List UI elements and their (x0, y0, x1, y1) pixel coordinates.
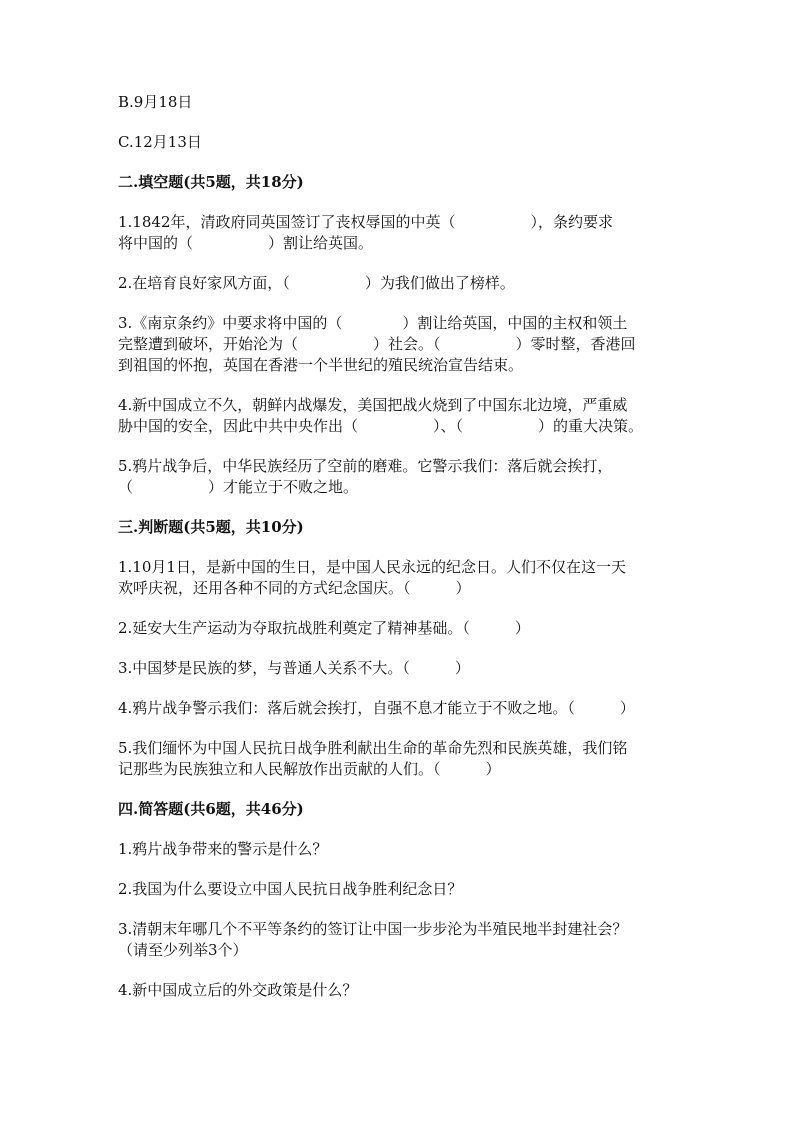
question-line: 1.10月1日，是新中国的生日，是中国人民永远的纪念日。人们不仅在这一天 (118, 558, 626, 576)
question-line: 2.我国为什么要设立中国人民抗日战争胜利纪念日？ (118, 880, 463, 898)
question-line: 完整遭到破坏，开始沦为（ ）社会。（ ）零时整，香港回 (118, 335, 636, 353)
judge-question-2 (118, 618, 688, 639)
question-line: 5.鸦片战争后，中华民族经历了空前的磨难。它警示我们：落后就会挨打， (118, 457, 613, 475)
question-line: （请至少列举3个） (118, 941, 248, 959)
judge-question-1 (118, 557, 688, 599)
judge-question-4 (118, 698, 688, 719)
judge-question-5 (118, 738, 688, 780)
question-line: 到祖国的怀抱，英国在香港一个半世纪的殖民统治宣告结束。 (118, 356, 524, 374)
question-line: 胁中国的安全，因此中共中央作出（ ）、（ ）的重大决策。 (118, 417, 644, 435)
question-line: 将中国的（ ）割让给英国。 (118, 234, 374, 252)
question-line: （ ）才能立于不败之地。 (118, 478, 359, 496)
question-line: 2.延安大生产运动为夺取抗战胜利奠定了精神基础。（ ） (118, 619, 530, 637)
question-line: 1.1842年，清政府同英国签订了丧权辱国的中英（ ），条约要求 (118, 213, 613, 231)
question-line: 5.我们缅怀为中国人民抗日战争胜利献出生命的革命先烈和民族英雄，我们铭 (118, 739, 628, 757)
question-line: 记那些为民族独立和人民解放作出贡献的人们。（ ） (118, 760, 501, 778)
question-line: 3.清朝末年哪几个不平等条约的签订让中国一步步沦为半殖民地半封建社会？ (118, 920, 628, 938)
fill-question-1 (118, 212, 688, 254)
short-question-4 (118, 980, 688, 1001)
short-question-2 (118, 879, 688, 900)
question-line: 欢呼庆祝，还用各种不同的方式纪念国庆。（ ） (118, 579, 471, 597)
exam-page (118, 92, 688, 1020)
section-heading-fill-blank: 二.填空题(共5题，共18分) (118, 173, 304, 191)
short-question-1 (118, 839, 688, 860)
fill-question-4 (118, 395, 688, 437)
section-heading-short-answer: 四.简答题(共6题，共46分) (118, 800, 304, 818)
fill-question-5 (118, 456, 688, 498)
judge-question-3 (118, 658, 688, 679)
question-line: 2.在培育良好家风方面，（ ）为我们做出了榜样。 (118, 274, 515, 292)
question-line: 3.中国梦是民族的梦，与普通人关系不大。（ ） (118, 659, 470, 677)
question-line: 3.《南京条约》中要求将中国的（ ）割让给英国，中国的主权和领土 (118, 314, 628, 332)
question-line: 1.鸦片战争带来的警示是什么？ (118, 840, 328, 858)
question-line: 4.新中国成立后的外交政策是什么？ (118, 981, 358, 999)
section-heading-true-false: 三.判断题(共5题，共10分) (118, 518, 304, 536)
question-line: 4.鸦片战争警示我们：落后就会挨打，自强不息才能立于不败之地。（ ） (118, 699, 635, 717)
option-b: B.9月18日 (118, 93, 193, 111)
short-question-3 (118, 919, 688, 961)
fill-question-2 (118, 273, 688, 294)
option-c: C.12月13日 (118, 133, 202, 151)
question-line: 4.新中国成立不久，朝鲜内战爆发，美国把战火烧到了中国东北边境，严重威 (118, 396, 628, 414)
fill-question-3 (118, 313, 688, 376)
